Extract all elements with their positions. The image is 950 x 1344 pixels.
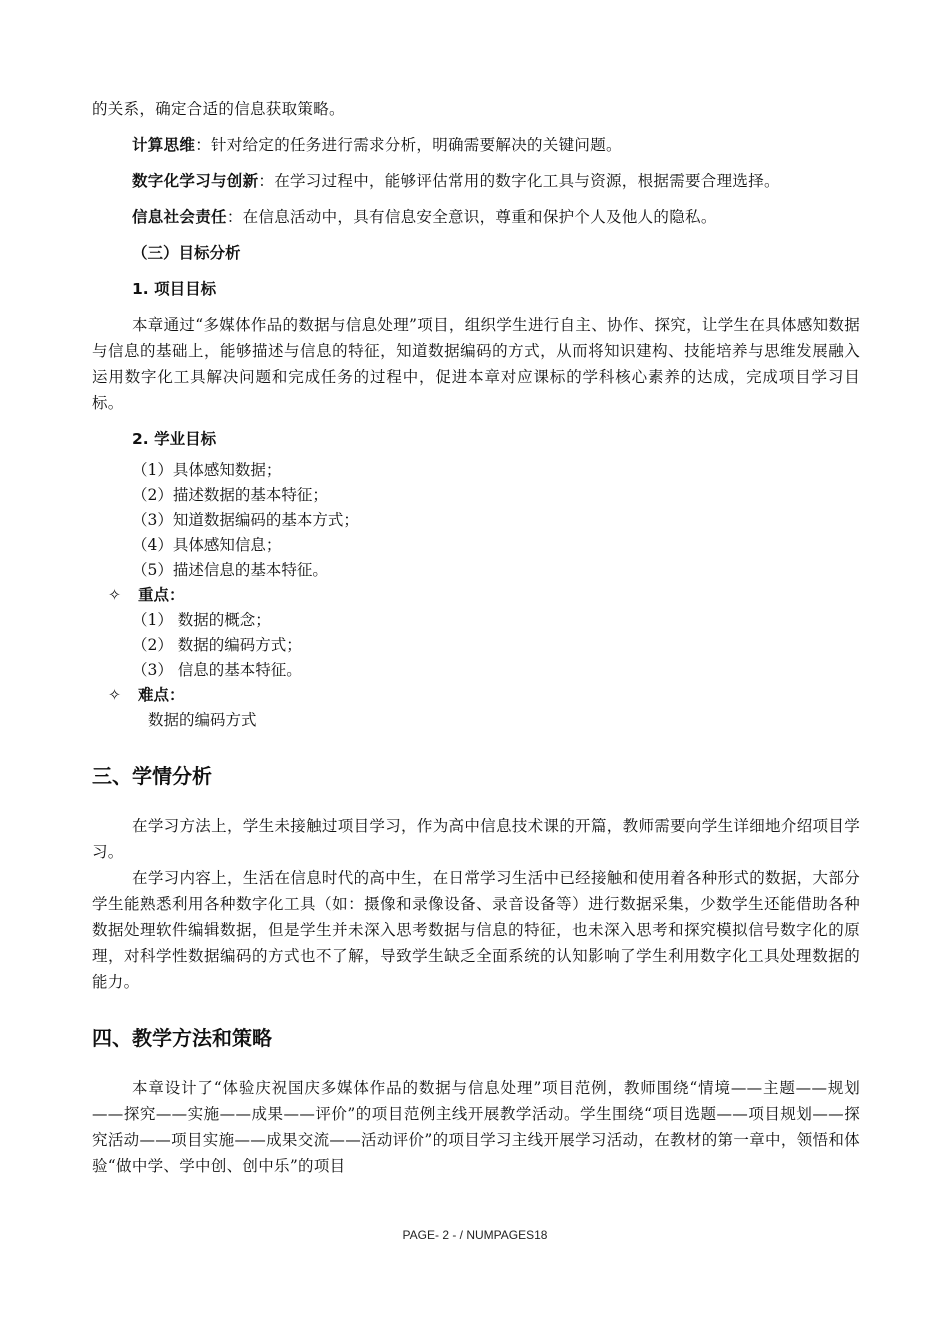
key-points-list xyxy=(92,608,860,683)
learning-paragraph-1: 在学习方法上，学生未接触过项目学习，作为高中信息技术课的开篇，教师需要向学生详细地介绍项目学习。 xyxy=(92,817,860,861)
social-responsibility-label: 信息社会责任 xyxy=(132,208,227,226)
key-points-label: 重点： xyxy=(138,586,185,604)
heading-learning-analysis: 三、学情分析 xyxy=(92,764,212,788)
diamond-outline-icon: ✧ xyxy=(108,686,121,704)
social-responsibility-text: ：在信息活动中，具有信息安全意识，尊重和保护个人及他人的隐私。 xyxy=(226,208,717,226)
list-item: （1）具体感知数据； xyxy=(132,461,282,479)
computing-thinking xyxy=(92,132,860,158)
list-item: （2） 数据的编码方式； xyxy=(132,636,302,654)
heading-teaching-methods: 四、教学方法和策略 xyxy=(92,1026,272,1050)
computing-thinking-label: 计算思维 xyxy=(132,136,196,154)
section3-title: （三）目标分析 xyxy=(132,244,241,262)
project-goal-title: 1. 项目目标 xyxy=(132,280,217,298)
social-responsibility xyxy=(92,204,860,230)
project-goal-text: 本章通过“多媒体作品的数据与信息处理”项目，组织学生进行自主、协作、探究，让学生在具体感知数据与信息的基础上，能够描述与信息的特征，知道数据编码的方式，从而将知识建构、技能培养与思维发展融入运用数字化工具解决问题和完成任务的过程中，促进本章对应课标的学科核心素养的达成，完成项目学习目标。 xyxy=(92,316,860,412)
list-item: （3）知道数据编码的基本方式； xyxy=(132,511,359,529)
key-points-heading xyxy=(92,583,860,608)
list-item: （4）具体感知信息； xyxy=(132,536,282,554)
digital-learning-label: 数字化学习与创新 xyxy=(132,172,259,190)
digital-learning-text: ：在学习过程中，能够评估常用的数字化工具与资源，根据需要合理选择。 xyxy=(258,172,780,190)
academic-goals-list xyxy=(92,458,860,583)
difficult-points-heading xyxy=(92,683,860,708)
diamond-outline-icon: ✧ xyxy=(108,586,121,604)
learning-paragraph-2: 在学习内容上，生活在信息时代的高中生，在日常学习生活中已经接触和使用着各种形式的数据，大部分学生能熟悉利用各种数字化工具（如：摄像和录像设备、录音设备等）进行数据采集，少数学生还能借助各种数据处理软件编辑数据，但是学生并未深入思考数据与信息的特征，也未深入思考和探究模拟信号数字化的原理，对科学性数据编码的方式也不了解，导致学生缺乏全面系统的认知影响了学生利用数字化工具处理数据的能力。 xyxy=(92,869,860,991)
list-item: （3） 信息的基本特征。 xyxy=(132,661,302,679)
page-footer: PAGE- 2 - / NUMPAGES18 xyxy=(402,1228,548,1242)
digital-learning xyxy=(92,168,860,194)
difficult-label: 难点： xyxy=(138,686,185,704)
difficult-points-list xyxy=(92,708,860,733)
list-item: （1） 数据的概念； xyxy=(132,611,271,629)
list-item: 数据的编码方式 xyxy=(148,711,257,729)
intro-tail: 的关系，确定合适的信息获取策略。 xyxy=(92,100,345,118)
academic-goal-title: 2. 学业目标 xyxy=(132,430,217,448)
document-body xyxy=(92,96,860,1179)
list-item: （2）描述数据的基本特征； xyxy=(132,486,328,504)
computing-thinking-text: ：针对给定的任务进行需求分析，明确需要解决的关键问题。 xyxy=(195,136,622,154)
methods-paragraph-1: 本章设计了“体验庆祝国庆多媒体作品的数据与信息处理”项目范例，教师围绕“情境——主题——规划——探究——实施——成果——评价”的项目范例主线开展教学活动。学生围绕“项目选题——项目规划——探究活动——项目实施——成果交流——活动评价”的项目学习主线开展学习活动，在教材的第一章中，领悟和体验“做中学、学中创、创中乐”的项目 xyxy=(92,1079,860,1175)
list-item: （5）描述信息的基本特征。 xyxy=(132,561,328,579)
